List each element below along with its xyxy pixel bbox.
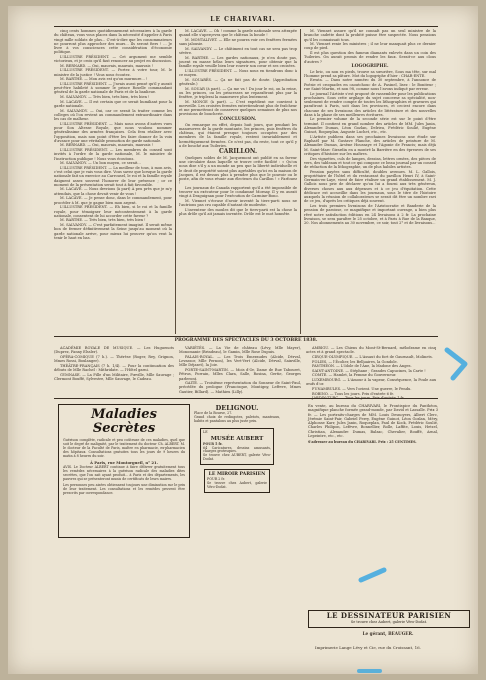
paragraph: L'ILLUSTRE PRÉSIDENT. — J'avais aussi pensé qu'il y aurait peut-être habileté à sommer le prince Roselle commandant général de la garde nationale de Paris et de la banlieue. — [54, 81, 172, 95]
paragraph: Il est plus question des fameux diamants enlevés dans un coin des Tuileries. On aurait promis de rendre les faux. Serait-ce aux clous d'autres ? — [304, 51, 436, 64]
paragraph: M. SOUARÈS. — Ça ne fait pas de doute. (Approbation générale.) — [179, 77, 297, 86]
paragraph: M. LACAVE. — Il est certain que ce serait humiliant pour la garde nationale. — [54, 99, 172, 108]
paragraph: M. SOUAR (à part). — Ça me va ! Du jour le roi, on la reine, ou les princes, ou les princesses ne reparaîtront plus par la fenêtre, je triplerai la manœuvre plus lentement. — [179, 86, 297, 100]
paragraph: M. MONTALIVET. — Elle ne pourra voir ces fenêtres fermées sans jalousie. — [179, 37, 297, 47]
paragraph: M. BERNARD. — Oui, mauvais, mauvais, mauvais ! — [60, 143, 154, 148]
paragraph: L'ILLUSTRE PRÉSIDENT. — Nous nous en tiendrons donc à ce moyen. — [179, 68, 297, 78]
paragraph: Quelques soldes de M. Jacquemont ont publié en sa faveur une circulaire dans laquelle se trouve cette facilité : « Qu'on nous dise s'il y a un monde au peu que la liberté individuelle et le droit de propriété soient plus agréables qu'ici en la maison de Jacques, il est dessus plus à prendre plus que le pouvoir ou le poste, afin de vous réunir aux électeurs du Carillon ! » Farfouez ! — [179, 155, 297, 186]
ad-dessinateur-sub: Se trouve chez Aubert, galerie Véro-Dodat. — [350, 620, 428, 624]
paragraph: L'ILLUSTRE PRÉSIDENT. — Eh bien, si le roi et la famille royale, pour témoigner leur mécontentement à la garde nationale, consentent de lui accorder cette faveur ? — [54, 205, 172, 218]
paragraph: FUNAMBULES. — Vers l'orient. Une guerre, le Pendu. — [312, 386, 412, 391]
ad-musee-title: MUSÉE AUBERT — [210, 435, 264, 442]
section-rule — [54, 336, 438, 337]
paragraph: PORTE-SAINT-MARTIN. — Mois d'Or, Dame de Rue Tabouret, Pétrus, Porrain, Mlles Clara, Salle, Rosina, Gertie, Georges parleront. — [179, 368, 301, 381]
blue-marker-mark — [356, 666, 384, 676]
ad-musee-line: Se trouve chez AUBERT, galerie Véro-Dodat. — [203, 453, 271, 462]
paragraph: SAINT-ANTOINE. — Stéphane ; Grandes Capucines, la Carte ! — [312, 368, 426, 373]
blue-marker-mark — [443, 344, 471, 384]
section-heading: CARILLON. — [218, 148, 258, 156]
gerant-signature: Le gérant, BEAUGER. — [362, 631, 414, 636]
paragraph: VARIÉTÉS. — La Vie de château (Lévy, Mlle Mayer), Monomanie (Brindeau), le Gamin, Mlle Rose Dupuis. — [179, 346, 301, 355]
paragraph: M. Viennet s'écrase d'avoir inventé la tiers-parti nous ne l'autrions pas cru capable d'autant de modestie. — [179, 199, 297, 208]
paragraph: Les trois premiers livraisons de l'Aristocratie et Banderie de la pension de paroisse, ce magnifique et important ouvrage, a bien plus rêvé notre satisfaction éditions en 24 livraisons à 2 fr. La prochaine livraison, se sera paraître le 25 octobre, et à Paris à Rue de la Banque, 20. Nos abonnements au 30 novembre, ce soir, tout 2° et de livraisons... — [304, 204, 436, 226]
paragraph: M. SALVANDY. — C'est parfaitement imaginé. Il serait même bon de fermer définitivement la Seine jusqu'au moment où la garde nationale arrive, pour mieux lui prouver qu'on veut la tenir le haut en bas. — [54, 223, 172, 240]
ad-charivari-price: S'adresser au bureau du CHARIVARI. Prix : 25 CENTIMES. — [308, 440, 417, 445]
ad-delignou-title: DELIGNOU. — [215, 404, 259, 412]
ad-note: Les personnes peu aisées obtiennent toujours une diminution sur le prix de leur traitement. Les consultations et les remèdes peuvent être prescrits par correspondance. — [63, 483, 185, 495]
newspaper-page — [8, 6, 478, 674]
ad-title: Maladies Secrètes — [91, 407, 157, 436]
paragraph: BOBINO. — Tous les jours. Prix d'entrée 6 fr. — [312, 391, 394, 396]
paragraph: AMBIGU. — Les Chiens du Mont-St-Bernard, mélodrame en cinq actes et à grand spectacle. — [306, 346, 436, 355]
paragraph: M. BARTHE. — Mon avis est qu'on murmure... ! — [60, 77, 148, 82]
paragraph: L'Artiste publiera dans ses prochaines livraisons une étude sur Raphaël par M. Gustave Planche, des articles de peinture de M. Alexandre Dumas, Arsène Houssaye et l'Agonie de Francis; mais déjà M. Saint-Marc Girardin en a montré la Barrière en des épreuves de ses critiques d'histoire sur les maîtres. — [304, 134, 436, 156]
paragraph: PANTHÉON. — L'Idole de l'Âne, la Madone des Anges. — [312, 364, 412, 369]
paragraph: M. LACAVE. — Nous devrions (à part) À peu près que je m'y attendais, que la chose devait venir de vous ! — [54, 187, 172, 196]
paragraph: LUXEMBOURG. — L'Amour à la vapeur, Conséquence, la Poule aux œufs d'or. — [306, 378, 436, 387]
ad-musee-price: POUR 5 fr. — [203, 441, 223, 446]
programme-column-left — [54, 346, 174, 396]
ad-musee-aubert — [200, 428, 274, 465]
ad-delignou-line: Place de la Bourse, 27. — [194, 411, 233, 415]
ad-dessinateur-title: LE DESSINATEUR PARISIEN — [326, 611, 452, 620]
blue-marker-mark — [358, 566, 388, 584]
ad-miroir-parisien — [204, 469, 270, 493]
ads-rule — [54, 398, 438, 399]
paragraph: Le journal l'Artiste s'est proposé de rassembler pour les publications prochaines. Sous cette argilage du sujet concerne sa spécialité, non-seulement de rendre compte de toutes les lithographies et gravures qui paraîtront à Paris, soit dans les provinces, et ceciest encore dans chacune de ses livraisons des articles de littérature et des nouvelles dans à la phase de ses meilleures écritures. — [304, 91, 436, 117]
paragraph: L'ILLUSTRE PRÉSIDENT. — Les membres du conseil sont invités à l'ordre de la garde nationale, M. le ministre de l'instruction publique ! Nous vous écoutons. — [54, 148, 172, 161]
section-heading: CONCLUSION. — [219, 117, 257, 123]
paragraph: M. LACAVE. — Je pense donc, dans le commandement, pour procéder à M. que je gagne bien mon argent. — [54, 196, 172, 205]
paragraph: cinq cents hommes quotidiennement nécessaires à la garde du château, vous vous placez dans la nécessité d'appeler à Paris vingt mille soldats de plus... C'est-à-dire que les consommateurs ne pourront plus approcher des murs... Ils seront fiers ! ... Je livre à vos consciences cette considération d'économie politique. — [54, 29, 172, 55]
paragraph: L'ILLUSTRE PRÉSIDENT. — La meilleur de tous, à mon avis, c'est celui que je vais vous dire. Vous savez que lorsque la garde nationale fait un exercice au Carrousel, le roi et la famille royale daignent assez souvent l'honorer de leur présence ; or ce moment de la présentation serait tout à fait favorable. — [54, 165, 172, 187]
paragraph: M. SALVANDY. — Oui, car ce serait la traiter comme les colleges où l'on revient au commandement extraordinaire dans les cas de malheur. — [54, 108, 172, 122]
column-divider — [300, 29, 301, 334]
paragraph: THÉÂTRE-FRANÇAIS (7 h. 1/4). — Pour la continuation des débuts de Mlle Rachel : Mithridate. — l'Hôtel garni. — [54, 363, 174, 373]
masthead-rule — [54, 26, 438, 27]
ad-maladies-secretes — [58, 404, 190, 538]
paragraph: FOLIES. — l'Écolier, les Belluaires, la Gondole. — [312, 359, 398, 364]
masthead: LE CHARIVARI. — [210, 16, 276, 23]
paragraph: M. SALVANDY. — Le châtiment en tout cas ne sera pas trop sévère. — [179, 46, 297, 56]
printer-line: Imprimerie Lange Lévy et Cie, rue du Croissant, 16. — [314, 645, 421, 650]
paragraph: COMTE. — Hamlet, la Femme du Gouverneur. — [312, 373, 397, 378]
article-column-1 — [54, 29, 172, 334]
paragraph: CIRQUE-OLYMPIQUE. — L'Assaut du fort de Gaurnault, Molinets. — [312, 354, 433, 359]
paragraph: PALAIS-ROYAL. — Les Trois Émeraudes (Alcide, Dérval, Levassor, Mlle Pernon), les Vert-Vert (Alcide, Dérval, Sainville, Mlle Déjazet), la Joie. — [179, 354, 301, 368]
paragraph: OPÉRA-COMIQUE (7 h.). — Thérèse (Roger, Rey, Grignon, Mmes Rossi, Boulanger). — [54, 354, 174, 364]
paragraph: JARDIN-TURC. — Tous les jours. Prix d'entrée 1 fr. — [312, 396, 405, 401]
ad-miroir-title: LE MIROIR PARISIEN — [208, 472, 266, 478]
article-column-3 — [304, 29, 436, 334]
paragraph: M. Viennet renie les ministres ; il ne leur manquait plus ce dernier coup de pied. — [304, 42, 436, 51]
programme-title: PROGRAMME DES SPECTACLES DU 3 OCTOBRE 1838. — [174, 338, 318, 343]
ad-charivari-vente: En vente, au bureau du CHARIVARI, le Frontispice du Panthéon, magnifique planche formée grand-monde, par David et Lassalle. Prix 3 fr. — Les portraits-charges de MM. Louis Desnoyers, Albert Clerc, Jérémie Saint-Pair, Gabriel Ferry, Eugène Guinot, Léon Gozlan, Méry, Alphonse Karr, Jules Janin, Roqueplan, Paul de Kock, Frédéric Soulié, Charles Philipon, Lefèvre, Bonnellier, Rolle, Laffite, Louis, Hetzel, Christian, Alexandre Dumas, Balzac, Chevalier, Bouffé, Arnal, Lepeintre, etc., etc. — [308, 404, 438, 439]
paragraph: M. SALVANDY. — Très bien, très bien, très bien ! — [60, 95, 150, 100]
paragraph: M. BARTHE. — Les gardes nationaux, je n'en doute pas, jouent en masse hélas leurs signatures, pour obtenir que la famille royale veuille bien leur rouvrir son cœur et ses croisées. — [179, 55, 297, 69]
ad-column-middle — [194, 404, 280, 514]
paragraph: M. MONGE (à part). — C'est expédient me convient à merveille. Les croisées fermées entretiendront plus de fraîcheur et me permettront de conserver quelques semaines de plus nos provisions de boucherie. — [179, 99, 297, 117]
paragraph: GAITÉ. — Troisième représentation du Sonneur de Saint-Paul, précédée du prologue (Francisque, Montigny, Lefèvre, Mmes Gautier, Billard). — Mathieu (Lilly). — [179, 381, 301, 394]
ad-address: À Paris, rue Montorgueil, n° 21. — [90, 459, 158, 465]
paragraph: L'ILLUSTRE PRÉSIDENT. — Cet argument me semble victorieux, et je crois qu'il faut renoncer au projet en discussion. — [54, 54, 172, 64]
ad-musee-line: 64 Caricatures, dessins amusants, charges grotesques. — [203, 445, 271, 454]
programme-column-middle — [179, 346, 301, 396]
paragraph: M. BARTHE. — Très bien, très bien, très bien ! — [60, 218, 146, 223]
ad-delignou-line: Grand choix de redingotes, paletots, manteaux, habits et pantalons au plus juste prix. — [194, 414, 280, 423]
paragraph: L'ILLUSTRE PRÉSIDENT. — Mais nous avons d'autres vues pour Son Altesse Royale, que nous voulons nommer généralissime des armées françaises. Cela fera réaliser avec l'opposition, mais non point d'être les faire donner de la voix d'avance pour une véritable promotion de garde nationale. — [54, 121, 172, 143]
paragraph: Le bric, ou non es pieds, trouve sa sœurière, Sous ma tête, sur mal l'homme prend sa pâture. Mot du logogriphe d'hier : CHAR-ENTE. — [304, 69, 436, 78]
ad-musee-label: LE — [203, 429, 208, 434]
paragraph: On remarque en effet, depuis huit jours, que pendant les manœuvres de la garde montante, les princes, puis fenêtres du château, qui étaient presque toujours occupées par des membres de la famille royale, restent invariablement et hermétiquement fermées. Ce n'est pas, du reste, tout ce qu'il y a de bouché aux Tuileries. — [179, 122, 297, 148]
column-divider — [175, 29, 176, 334]
paragraph: M. LACAVE. — Oh ! comme la garde nationale sera attrapée quand elle s'aperçevra que le château la boude ! — [179, 29, 297, 38]
ad-miroir-line: Se trouve chez Aubert, galerie Véro-Dodat. — [207, 481, 267, 489]
paragraph: Des vignettes, culs de lampes, dessins, lettres ornées, des pièces de vers, des tableaux et tout ce qui compose ce beau journal par un conseil de rédaction de la lithographie, un de plus habiles artistes. — [304, 156, 436, 170]
ad-dessinateur-parisien — [308, 610, 470, 628]
paragraph: Errata. — Dans notre numéro du 30 septembre, à l'annonce de Poésie et croquades en caoutchouc de A. Pasinel, lisez : le Boniteur ; rue Saint-Martin, et non 98, comme nous l'avons indiqué par erreur. — [304, 78, 436, 91]
section-heading: LOGOGRIPHE. — [351, 64, 389, 70]
paragraph: Les journaux de Canada rapportent qu'il a été impossible de trouver un exécuteur pour le condamné Mornay. Il y en aurait vingt à Draguignan pour l'exécution de Carmine-Bono. — [179, 185, 297, 199]
paragraph: Pension payées sans difficulté, doubles avenues. M. L. Gallois, propriétaire de l'hôtel et du restaurant du pavillon Henri IV, à Saint-Germain-en-Laye, vient de faire réaliser un grand établissement. M. J. Gallois nous prie de déclarer qu'on lui a fourni aux très généreux, diverses choses aux aux dépenses et à ce jeu d'équitation. Cette dédicace est accueillie dans les journaux, sous le titre de l'histoire auxquels la réunion de collaborateurs se serait dit être un nombre ravi de ce jeu, d'après les critiques déjà souvent. — [304, 169, 436, 204]
paragraph: M. BERNARD. — Oui, mauvais, mauvais, mauvais ! — [60, 63, 154, 68]
paragraph: ACADÉMIE ROYALE DE MUSIQUE. — Les Huguenots (Duprez, Fanny Elssler). — [54, 346, 174, 355]
ad-miroir-line: POUR 2 fr. — [207, 477, 225, 482]
paragraph: M. SALVANDY. — Un bon moyen, ce serait... — [60, 161, 141, 166]
article-column-2 — [179, 29, 297, 334]
paragraph: GYMNASE. — La Fille d'un Militaire, Fœville, Mlle Sauvage ; Clermont Bouffé, Sylvestre, Mlle Sauvage, le Cadeau. — [54, 372, 174, 381]
ad-text: Guérison complète, radicale et peu coûteuse de ces maladies, quel que soit le degré de malignité, par le traitement du docteur Ch. ALBERT. M. le docteur de la Faculté de Paris, maître en pharmacie, ex-pharmacien des hôpitaux. Consultations gratuites tous les jours de 9 heures du matin à 8 heures du soir. — [63, 438, 185, 458]
paragraph: M. Viennet assure qu'il ne connaît pas un seul ministre de la branche cadette dont la probité puisse être suspectée. Nous pensions qu'il les connaissait tous. — [304, 29, 436, 42]
ad-avis: AVIS. Le Docteur ALBERT continue à faire délivrer gratuitement tous les remèdes nécessaires à la guérison radicale des maladies dites secrètes, que l'on sait ayant produit... à Paris et des départements, les pauvres qui se présenteront munis de certificats de leurs maires. — [63, 465, 185, 482]
programme-column-right — [306, 346, 436, 401]
paragraph: L'ILLUSTRE PRÉSIDENT. — Portez à votre tour, M. le ministre de la justice ! Vous nous écoutez. — [54, 68, 172, 77]
paragraph: L'inventeur des moules dit que le tiers-parti est la chose la plus drôle qu'il ait jamais inventée. Drôle est le mot honnête. — [179, 207, 297, 217]
paragraph: Le premier volume de la seconde série est sur le point d'être terminé. Il contient en grand nombre des articles de MM. Jules Janin, Alexandre Dumas, Léon Gozlan, Delrieu, Frédéric Soulié, Eugène Guinot, Roqueplan, Auguste Luchet, etc., etc. — [304, 117, 436, 135]
